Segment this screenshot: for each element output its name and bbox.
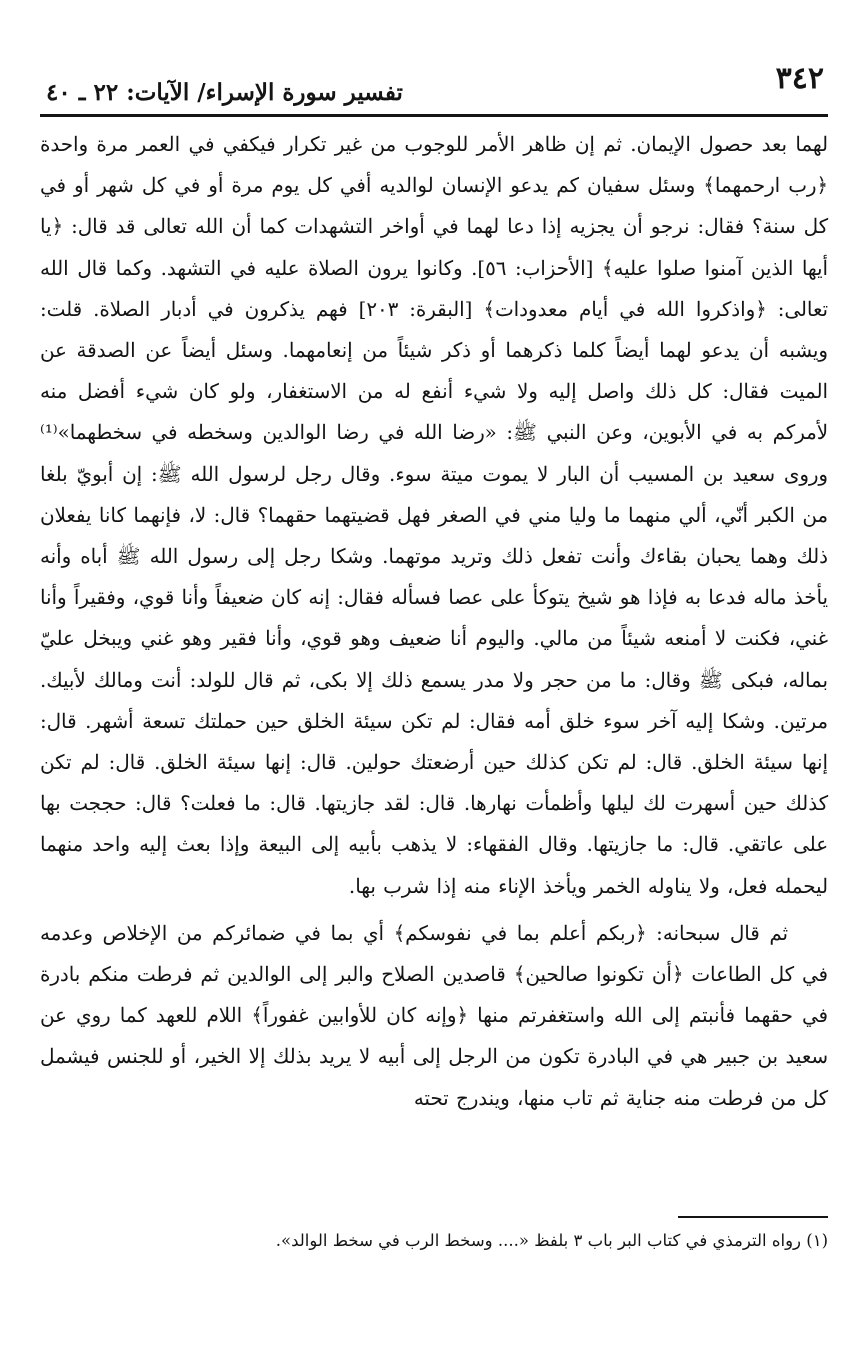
footnote: (١) رواه الترمذي في كتاب البر باب ٣ بلفظ «.... وسخط الرب في سخط الوالد». [275, 1231, 828, 1250]
header-rule [40, 114, 828, 117]
footnote-rule [678, 1216, 828, 1218]
page-number: ٣٤٢ [775, 61, 824, 96]
paragraph-2: ثم قال سبحانه: ﴿ربكم أعلم بما في نفوسكم﴾ أي بما في ضمائركم من الإخلاص وعدمه في كل الطاعات ﴿أن تكونوا صالحين﴾ قاصدين الصلاح والبر إلى الوالدين ثم فرطت منكم بادرة في حقهما فأنبتم إلى الله واستغفرتم منها ﴿وإنه كان للأوابين غفوراً﴾ اللام للعهد كما روي عن سعيد بن جبير هي في البادرة تكون من الرجل إلى أبيه لا يريد بذلك إلا الخير، أو للجنس فيشمل كل من فرطت منه جناية ثم تاب منها، ويندرج تحته [40, 921, 828, 1110]
page-header [40, 58, 824, 112]
body-text [40, 124, 828, 1119]
paragraph-1: لهما بعد حصول الإيمان. ثم إن ظاهر الأمر للوجوب من غير تكرار فيكفي في العمر مرة واحدة ﴿رب ارحمهما﴾ وسئل سفيان كم يدعو الإنسان لوالديه أفي كل يوم مرة أو في كل شهر أو في كل سنة؟ فقال: نرجو أن يجزيه إذا دعا لهما في أواخر التشهدات كما أن الله تعالى قد قال: ﴿يا أيها الذين آمنوا صلوا عليه﴾ [الأحزاب: ٥٦]. وكانوا يرون الصلاة عليه في التشهد. وكما قال الله تعالى: ﴿واذكروا الله في أيام معدودات﴾ [البقرة: ٢٠٣] فهم يذكرون في أدبار الصلاة. قلت: ويشبه أن يدعو لهما أيضاً كلما ذكرهما أو ذكر شيئاً من إنعامهما. وسئل أيضاً عن الصدقة عن الميت فقال: كل ذلك واصل إليه ولا شيء أنفع له من الاستغفار، ولو كان شيء أفضل منه لأمركم به في الأبوين، وعن النبي ﷺ: «رضا الله في رضا الوالدين وسخطه في سخطهما»⁽¹⁾ وروى سعيد بن المسيب أن البار لا يموت ميتة سوء. وقال رجل لرسول الله ﷺ: إن أبويّ بلغا من الكبر أنّي، ألي منهما ما وليا مني في الصغر فهل قضيتهما حقهما؟ قال: لا، فإنهما كانا يفعلان ذلك وهما يحبان بقاءك وأنت تفعل ذلك وتريد موتهما. وشكا رجل إلى رسول الله ﷺ أباه وأنه يأخذ ماله فدعا به فإذا هو شيخ يتوكأ على عصا فسأله فقال: إنه كان ضعيفاً وأنا قوي، وفقيراً وأنا غني، فكنت لا أمنعه شيئاً من مالي. واليوم أنا ضعيف وهو قوي، وأنا فقير وهو غني ويبخل عليّ بماله، فبكى ﷺ وقال: ما من حجر ولا مدر يسمع ذلك إلا بكى، ثم قال للولد: أنت ومالك لأبيك. مرتين. وشكا إليه آخر سوء خلق أمه فقال: لم تكن سيئة الخلق حين حملتك تسعة أشهر. قال: إنها سيئة الخلق. قال: لم تكن كذلك حين أرضعتك حولين. قال: إنها سيئة الخلق. قال: لم تكن كذلك حين أسهرت لك ليلها وأظمأت نهارها. قال: لقد جازيتها. قال: ما فعلت؟ قال: حججت بها على عاتقي. قال: ما جازيتها. وقال الفقهاء: لا يذهب بأبيه إلى البيعة وإذا بعث إليه واحد منهما ليحمله فعل، ولا يناوله الخمر ويأخذ الإناء منه إذا شرب بها. [40, 133, 829, 898]
running-title: تفسير سورة الإسراء/ الآيات: ٢٢ ـ ٤٠ [46, 79, 403, 106]
